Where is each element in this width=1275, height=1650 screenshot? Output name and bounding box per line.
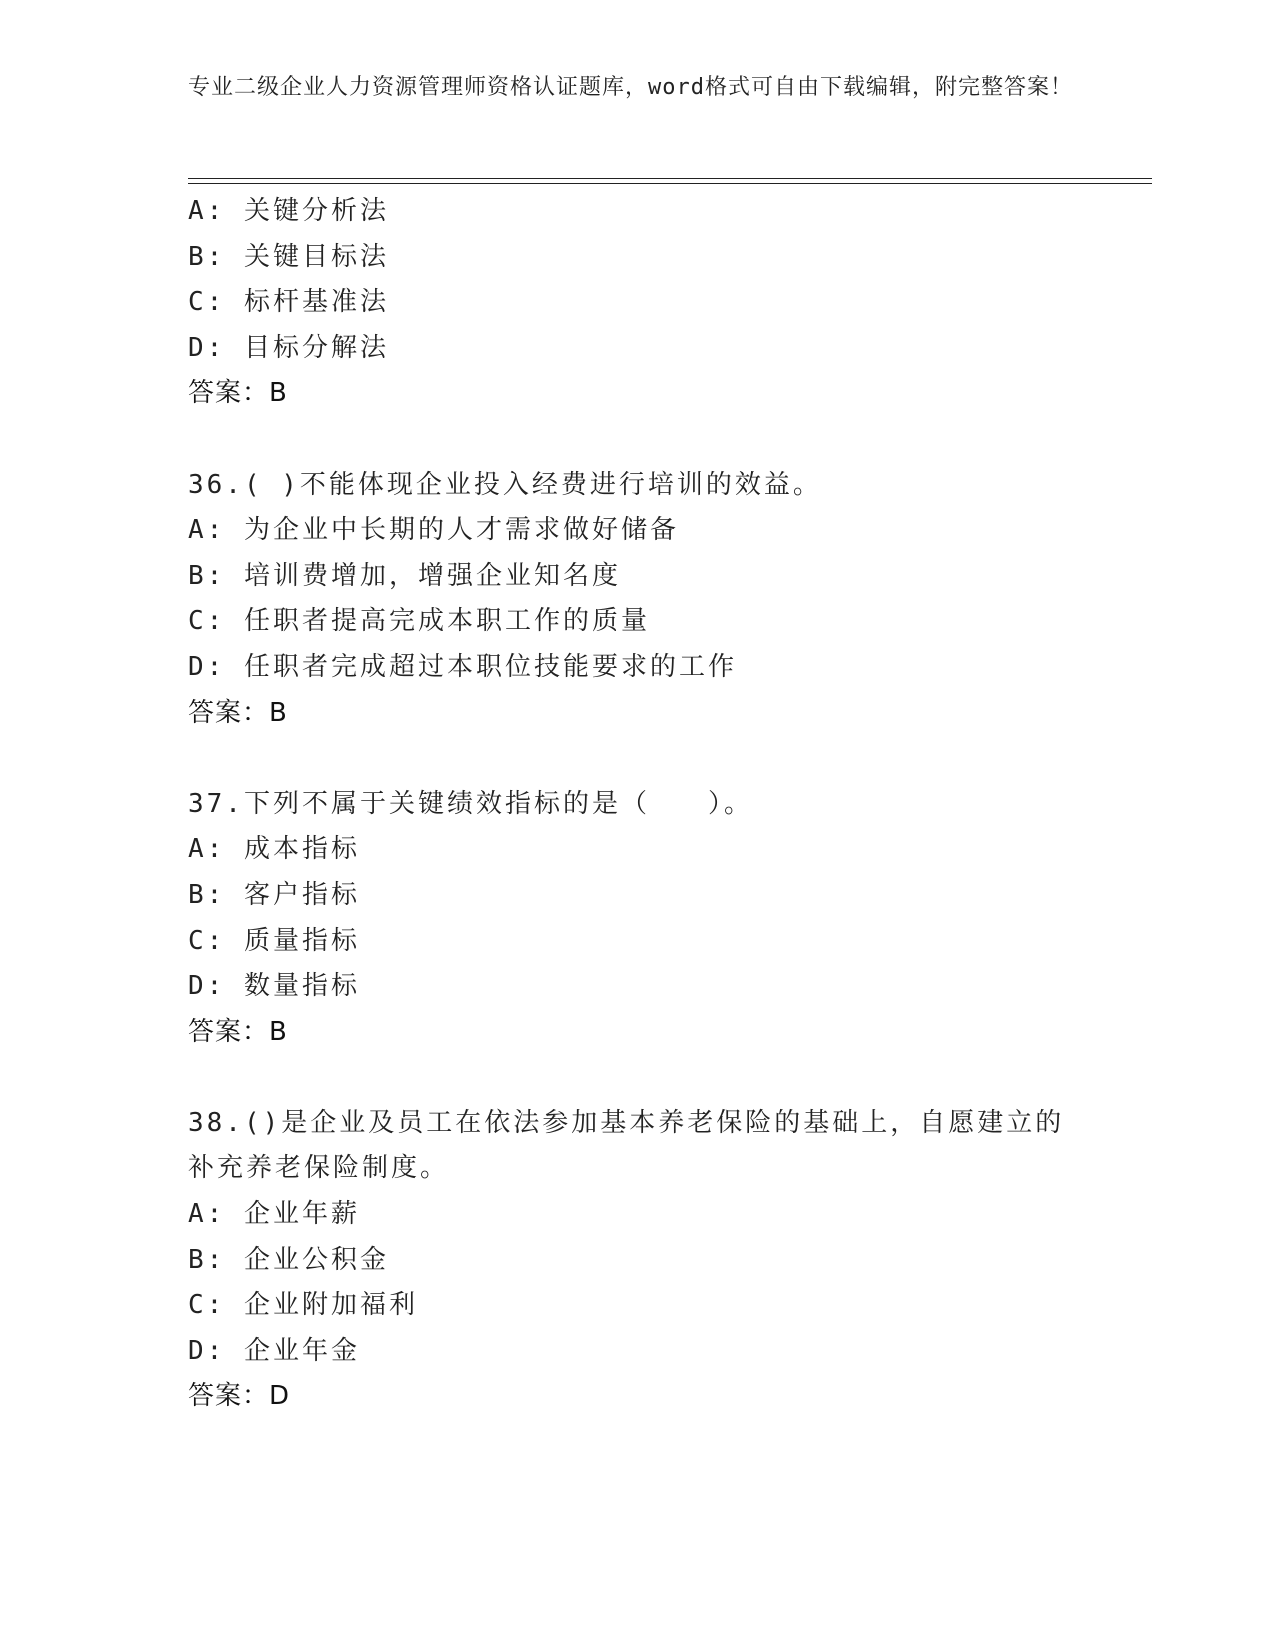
option-c: C: 企业附加福利 bbox=[188, 1290, 418, 1321]
spacer bbox=[188, 417, 1088, 463]
question-text: 36.( )不能体现企业投入经费进行培训的效益。 bbox=[188, 469, 822, 500]
question-38 bbox=[188, 1101, 1088, 1420]
option-b: B: 企业公积金 bbox=[188, 1244, 389, 1275]
answer: 答案：B bbox=[188, 697, 288, 728]
answer: 答案：B bbox=[188, 378, 288, 409]
option-c: C: 标杆基准法 bbox=[188, 287, 389, 318]
answer: 答案：B bbox=[188, 1016, 288, 1047]
option-c: C: 任职者提高完成本职工作的质量 bbox=[188, 606, 650, 637]
question-37 bbox=[188, 782, 1088, 1056]
option-d: D: 任职者完成超过本职位技能要求的工作 bbox=[188, 651, 737, 682]
option-b: B: 关键目标法 bbox=[188, 241, 389, 272]
option-d: D: 数量指标 bbox=[188, 971, 360, 1002]
option-d: D: 目标分解法 bbox=[188, 332, 389, 363]
spacer bbox=[188, 736, 1088, 782]
question-text: 37.下列不属于关键绩效指标的是（ ）。 bbox=[188, 788, 753, 819]
spacer bbox=[188, 1055, 1088, 1101]
header-rule-bottom bbox=[188, 183, 1152, 184]
header-rule-top bbox=[188, 178, 1152, 179]
option-a: A: 成本指标 bbox=[188, 834, 360, 865]
question-35 bbox=[188, 189, 1088, 417]
question-list bbox=[188, 189, 1088, 1420]
option-a: A: 企业年薪 bbox=[188, 1199, 360, 1230]
option-b: B: 客户指标 bbox=[188, 879, 360, 910]
question-text: 38.()是企业及员工在依法参加基本养老保险的基础上，自愿建立的补充养老保险制度。 bbox=[188, 1107, 1065, 1184]
option-a: A: 为企业中长期的人才需求做好储备 bbox=[188, 515, 679, 546]
option-c: C: 质量指标 bbox=[188, 925, 360, 956]
page-header: 专业二级企业人力资源管理师资格认证题库，word格式可自由下载编辑，附完整答案！ bbox=[188, 75, 1073, 100]
option-b: B: 培训费增加，增强企业知名度 bbox=[188, 560, 621, 591]
option-a: A: 关键分析法 bbox=[188, 196, 389, 226]
question-36 bbox=[188, 463, 1088, 737]
option-d: D: 企业年金 bbox=[188, 1335, 360, 1366]
answer: 答案：D bbox=[188, 1381, 291, 1412]
